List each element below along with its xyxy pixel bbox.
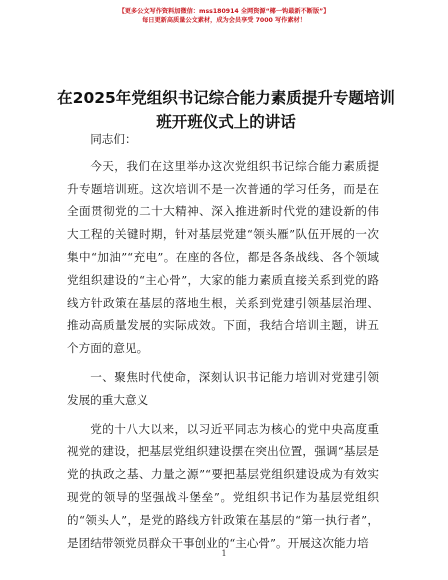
body-paragraph: 今天，我们在这里举办这次党组织书记综合能力素质提升专题培训班。这次培训不是一次普通的学习任务，而是在全面贯彻党的二十大精神、深入推进新时代党的建设新的伟大工程的关键时期，针对基层党建“领头雁”队伍开展的一次集中“加油”“充电”。在座的各位，都是各条战线、各个领域党组织建设的“主心骨”，大家的能力素质直接关系到党的路线方针政策在基层的落地生根，关系到党建引领基层治理、推动高质量发展的实际成效。下面，我结合培训主题，讲五个方面的意见。 xyxy=(67,158,379,356)
salutation: 同志们： xyxy=(90,132,137,146)
page-number: 1 xyxy=(221,549,227,558)
body-paragraph: 党的十八大以来，以习近平同志为核心的党中央高度重视党的建设，把基层党组织建设摆在突出位置，强调“基层是党的执政之基、力量之源”“要把基层党组织建设成为有效实现党的领导的坚强战斗堡垒”。党组织书记作为基层党组织的“领头人”，是党的路线方针政策在基层的“第一执行者”，是团结带领党员群众干事创业的“主心骨”。开展这次能力培 xyxy=(67,421,379,550)
promo-banner-line-2: 每日更新高质量公文素材，成为会员享受 7000 写作素材！ xyxy=(142,17,306,24)
promo-banner-line-1: 【更多公文写作资料加微信：mss180914 全网资源“椰一钩最新不断版”】 xyxy=(118,8,330,15)
promo-banner xyxy=(0,7,448,25)
section-heading: 一、聚焦时代使命，深刻认识书记能力培训对党建引领发展的重大意义 xyxy=(67,369,379,407)
document-body xyxy=(67,128,379,554)
document-title: 在2025年党组织书记综合能力素质提升专题培训班开班仪式上的讲话 xyxy=(57,89,395,131)
